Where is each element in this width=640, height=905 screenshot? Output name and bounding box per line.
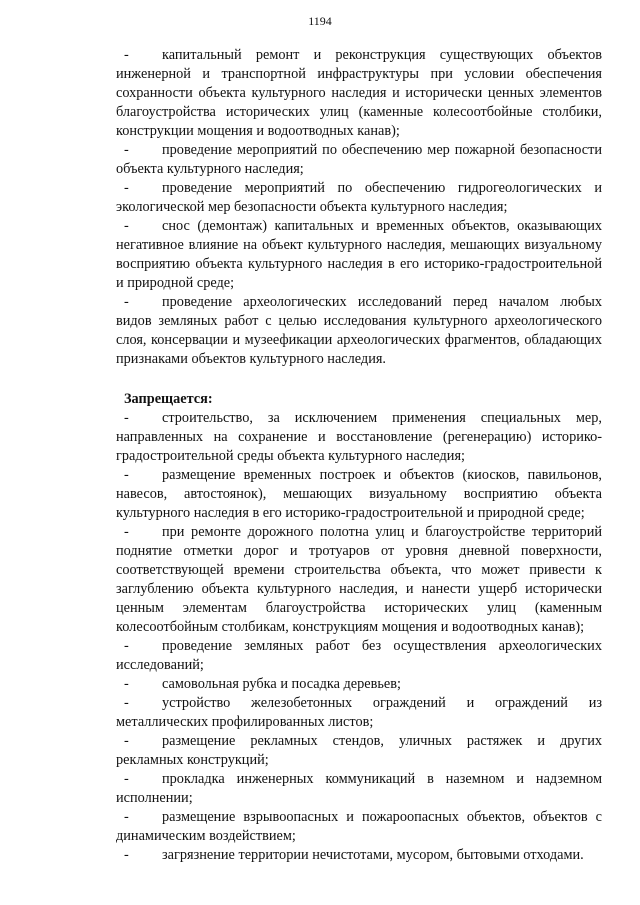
bullet-dash: - (124, 733, 129, 749)
permitted-list (116, 46, 602, 369)
list-item-text: загрязнение территории нечистотами, мусором, бытовыми отходами. (162, 847, 584, 863)
bullet-dash: - (124, 294, 129, 310)
list-item-text: капитальный ремонт и реконструкция существующих объектов инженерной и транспортной инфраструктуры при условии обеспечения сохранности объекта культурного наследия и исторически ценных элементов благоустройства исторических улиц (каменные колесоотбойные столбики, конструкции мощения и водоотводных канав); (116, 47, 602, 139)
list-item (116, 46, 602, 141)
bullet-dash: - (124, 180, 129, 196)
bullet-dash: - (124, 676, 129, 692)
list-item-text: проведение мероприятий по обеспечению мер пожарной безопасности объекта культурного наследия; (116, 142, 602, 177)
bullet-dash: - (124, 847, 129, 863)
document-body (116, 46, 602, 865)
bullet-dash: - (124, 524, 129, 540)
list-item-text: размещение рекламных стендов, уличных растяжек и других рекламных конструкций; (116, 733, 602, 768)
bullet-dash: - (124, 142, 129, 158)
bullet-dash: - (124, 218, 129, 234)
list-item (116, 179, 602, 217)
list-item (116, 141, 602, 179)
page-number: 1194 (308, 14, 332, 28)
list-item-text: размещение взрывоопасных и пожароопасных объектов, объектов с динамическим воздействием; (116, 809, 602, 844)
list-item-text: устройство железобетонных ограждений и ограждений из металлических профилированных листов; (116, 695, 602, 730)
list-item-text: строительство, за исключением применения специальных мер, направленных на сохранение и восстановление (регенерацию) историко-градостроительной среды объекта культурного наследия; (116, 410, 602, 464)
list-item-text: размещение временных построек и объектов (киосков, павильонов, навесов, автостоянок), мешающих визуальному восприятию объекта культурного наследия в его историко-градостроительной и природной среде; (116, 467, 602, 521)
bullet-dash: - (124, 467, 129, 483)
bullet-dash: - (124, 695, 129, 711)
list-item (116, 217, 602, 293)
section-heading: Запрещается: (124, 391, 213, 407)
bullet-dash: - (124, 809, 129, 825)
bullet-dash: - (124, 638, 129, 654)
bullet-dash: - (124, 410, 129, 426)
list-item-text: проведение земляных работ без осуществления археологических исследований; (116, 638, 602, 673)
prohibited-list (116, 409, 602, 865)
bullet-dash: - (124, 771, 129, 787)
list-item-text: снос (демонтаж) капитальных и временных объектов, оказывающих негативное влияние на объект культурного наследия, мешающих визуальному восприятию объекта культурного наследия в его историко-градостроительной и природной среде; (116, 218, 602, 291)
list-item (116, 732, 602, 770)
section-spacer (116, 369, 602, 390)
list-item-text: самовольная рубка и посадка деревьев; (162, 676, 401, 692)
bullet-dash: - (124, 47, 129, 63)
list-item-text: прокладка инженерных коммуникаций в наземном и надземном исполнении; (116, 771, 602, 806)
list-item (116, 293, 602, 369)
list-item (116, 846, 602, 865)
list-item (116, 694, 602, 732)
list-item-text: проведение мероприятий по обеспечению гидрогеологических и экологической мер безопасности объекта культурного наследия; (116, 180, 602, 215)
list-item (116, 466, 602, 523)
list-item-text: при ремонте дорожного полотна улиц и благоустройстве территорий поднятие отметки дорог и тротуаров от уровня дневной поверхности, соответствующей времени строительства объекта, что может привести к заглублению объекта культурного наследия, и нанести ущерб исторически ценным элементам благоустройства исторических улиц (каменным колесоотбойным столбикам, конструкциям мощения и водоотводных канав); (116, 524, 602, 635)
list-item (116, 808, 602, 846)
list-item-text: проведение археологических исследований перед началом любых видов земляных работ с целью исследования культурного археологического слоя, консервации и музеефикации археологических фрагментов, обладающих признаками объектов культурного наследия. (116, 294, 602, 367)
list-item (116, 637, 602, 675)
list-item (116, 770, 602, 808)
list-item (116, 523, 602, 637)
list-item (116, 675, 602, 694)
list-item (116, 409, 602, 466)
